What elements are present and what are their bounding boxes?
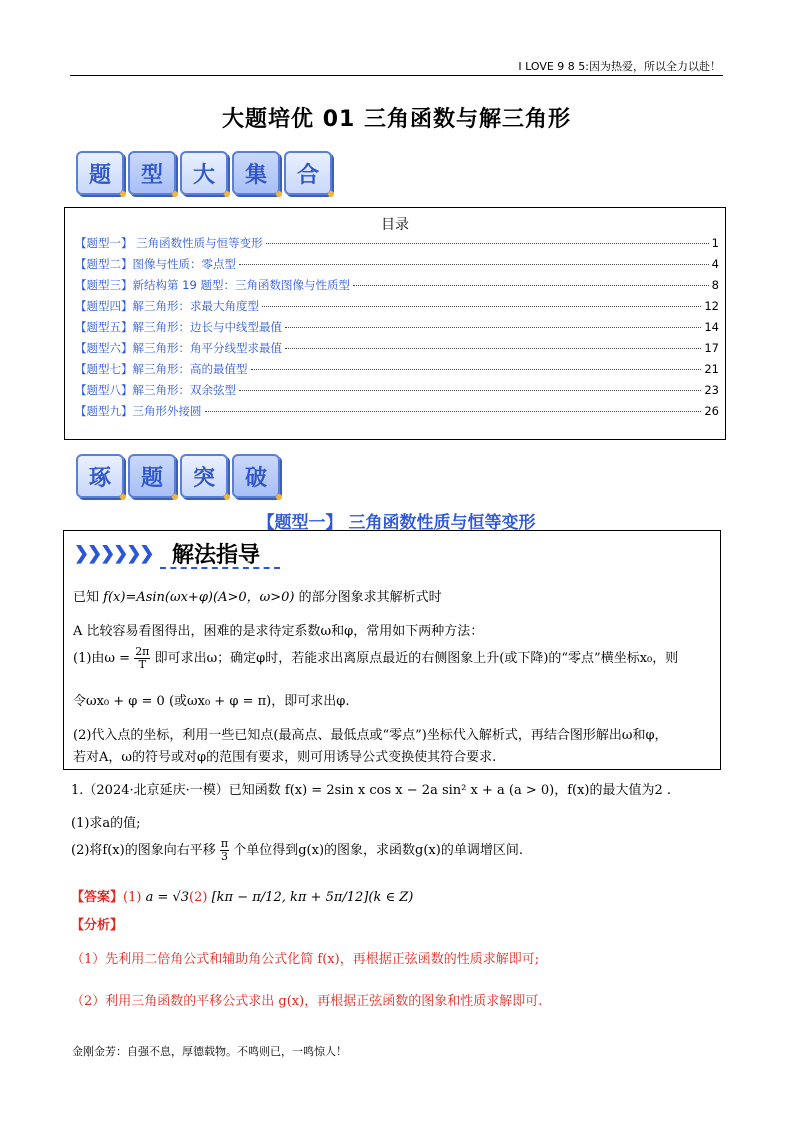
toc-item[interactable]	[75, 403, 719, 419]
badge-char: 题	[76, 151, 124, 195]
page-title: 大题培优 01 三角函数与解三角形	[222, 107, 571, 132]
header-divider	[70, 75, 723, 76]
badge-char: 合	[284, 151, 332, 195]
toc-item-page: 8	[711, 278, 719, 292]
toc-item-page: 17	[704, 341, 719, 355]
toc-item[interactable]	[75, 319, 719, 335]
toc-item[interactable]	[75, 298, 719, 314]
badge-char: 题	[128, 454, 176, 498]
badge-char: 型	[128, 151, 176, 195]
analysis-step-2: （2）利用三角函数的平移公式求出 g(x)，再根据正弦函数的图象和性质求解即可.	[71, 994, 543, 1009]
toc-item-label: 【题型一】 三角函数性质与恒等变形	[75, 236, 263, 250]
toc-item-label: 【题型六】解三角形：角平分线型求最值	[75, 341, 282, 355]
analysis-step-1: （1）先利用二倍角公式和辅助角公式化简 f(x)，再根据正弦函数的性质求解即可;	[71, 952, 540, 967]
guide-underline	[160, 567, 280, 569]
toc-item-label: 【题型五】解三角形：边长与中线型最值	[75, 320, 282, 334]
guide-line-6: 若对A，ω的符号或对φ的范围有要求，则可用诱导公式变换使其符合要求.	[73, 750, 497, 765]
section-heading: 【题型一】 三角函数性质与恒等变形	[257, 513, 536, 533]
toc-item[interactable]	[75, 340, 719, 356]
badge-char: 琢	[76, 454, 124, 498]
toc-item-page: 12	[704, 299, 719, 313]
badge-char: 集	[232, 151, 280, 195]
arrows-icon: ❯❯❯❯❯❯	[74, 543, 153, 564]
problem-part-2: (2)将f(x)的图象向右平移 $\frac{\pi}{3}$ 个单位得到g(x)的图象，求函数g(x)的单调增区间.	[71, 837, 523, 863]
toc-item[interactable]	[75, 256, 719, 272]
guide-line-4: 令ωx₀ + φ = 0 (或ωx₀ + φ = π)，即可求出φ.	[73, 694, 350, 709]
header-motto: I LOVE 9 8 5:因为热爱，所以全力以赴！	[518, 60, 721, 73]
toc-item-label: 【题型九】三角形外接圆	[75, 404, 202, 418]
toc-item[interactable]	[75, 235, 719, 251]
badge-group-problem-breakthrough	[76, 454, 280, 498]
badge-char: 大	[180, 151, 228, 195]
toc-item-label: 【题型八】解三角形：双余弦型	[75, 383, 236, 397]
toc-item-page: 14	[704, 320, 719, 334]
toc-item[interactable]	[75, 361, 719, 377]
guide-line-2: A 比较容易看图得出，困难的是求待定系数ω和φ，常用如下两种方法：	[73, 624, 484, 639]
toc-title: 目录	[381, 217, 409, 233]
answer-line: 【答案】(1) a = √3(2) [kπ − π/12, kπ + 5π/12](k ∈ Z)	[71, 890, 414, 905]
problem-stem: 1.（2024·北京延庆·一模）已知函数 f(x) = 2sin x cos x − 2a sin² x + a (a > 0)，f(x)的最大值为2 .	[71, 783, 672, 798]
table-of-contents	[64, 207, 726, 440]
toc-item-page: 23	[704, 383, 719, 397]
toc-item-page: 26	[704, 404, 719, 418]
badge-char: 突	[180, 454, 228, 498]
footer-motto: 金刚金芳：自强不息，厚德载物。不鸣则已，一鸣惊人！	[72, 1045, 347, 1058]
guide-line-1: 已知 f(x)=Asin(ωx+φ)(A>0，ω>0) 的部分图象求其解析式时	[73, 590, 442, 605]
toc-item-label: 【题型三】新结构第 19 题型：三角函数图像与性质型	[75, 278, 350, 292]
guide-line-3: (1)由ω = $\frac{2\pi}{T}$ 即可求出ω；确定φ时，若能求出离原点最近的右侧图象上升(或下降)的“零点”横坐标x₀，则	[73, 645, 679, 671]
guide-line-5: (2)代入点的坐标，利用一些已知点(最高点、最低点或“零点”)坐标代入解析式，再结合图形解出ω和φ，	[73, 728, 668, 743]
badge-group-type-collection	[76, 151, 332, 195]
toc-item[interactable]	[75, 277, 719, 293]
problem-part-1: (1)求a的值;	[71, 816, 141, 831]
toc-item-page: 1	[711, 236, 719, 250]
toc-item-label: 【题型二】图像与性质：零点型	[75, 257, 236, 271]
badge-char: 破	[232, 454, 280, 498]
guide-title: 解法指导	[172, 542, 261, 568]
analysis-label: 【分析】	[71, 918, 124, 933]
toc-item-label: 【题型四】解三角形：求最大角度型	[75, 299, 259, 313]
toc-item-label: 【题型七】解三角形：高的最值型	[75, 362, 248, 376]
toc-item-page: 4	[711, 257, 719, 271]
toc-item[interactable]	[75, 382, 719, 398]
toc-item-page: 21	[704, 362, 719, 376]
